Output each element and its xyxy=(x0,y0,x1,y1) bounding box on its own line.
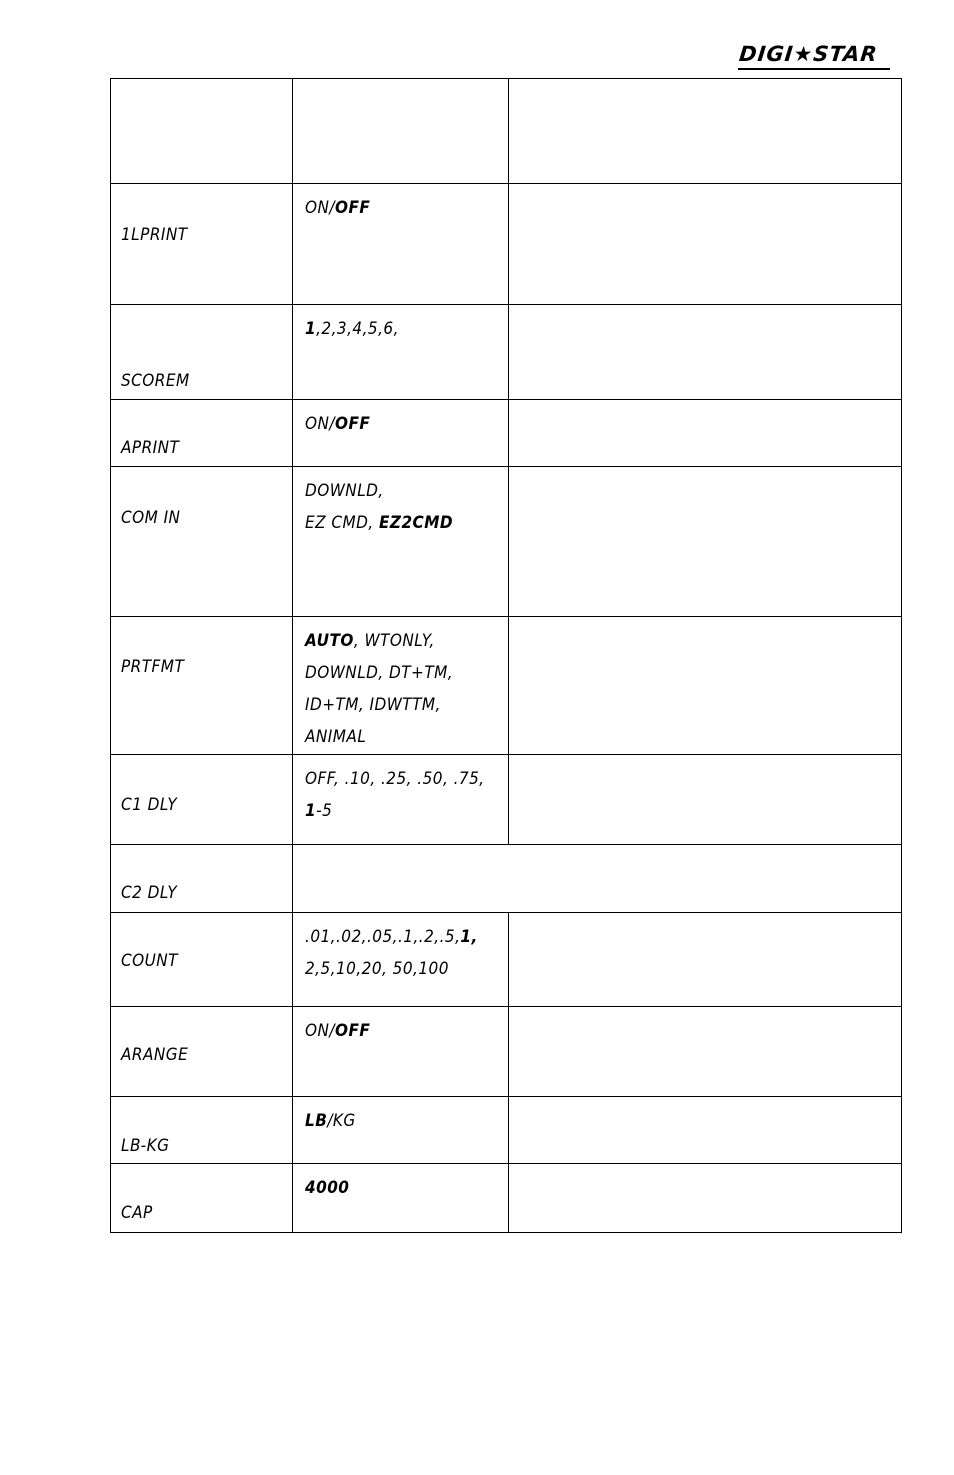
default-option: AUTO xyxy=(305,631,354,651)
setting-options-cell xyxy=(293,400,509,467)
logo-text: DIGI★STAR xyxy=(738,42,879,66)
setting-options-cell xyxy=(293,184,509,305)
options-line xyxy=(305,689,488,721)
default-option: LB xyxy=(305,1111,328,1131)
option-text: DOWNLD, DT+TM, xyxy=(305,663,454,683)
option-text: ON/ xyxy=(305,414,335,434)
settings-table xyxy=(110,78,902,1233)
digistar-logo xyxy=(738,42,890,72)
table-row xyxy=(111,755,902,845)
setting-name: COUNT xyxy=(121,951,178,971)
option-text: DOWNLD, xyxy=(305,481,384,501)
setting-name-cell xyxy=(111,1164,293,1233)
option-text: , WTONLY, xyxy=(353,631,435,651)
setting-options-cell xyxy=(293,467,509,617)
option-text: EZ CMD, xyxy=(305,513,380,533)
description-cell xyxy=(509,467,902,617)
options-line xyxy=(305,408,488,440)
description-cell xyxy=(509,913,902,1007)
options-line xyxy=(305,475,488,507)
default-option: EZ2CMD xyxy=(379,513,454,533)
default-option: 1 xyxy=(305,801,317,821)
description-cell xyxy=(509,79,902,184)
setting-name: C2 DLY xyxy=(121,883,178,903)
setting-name-cell xyxy=(111,1097,293,1164)
option-text: ON/ xyxy=(305,1021,335,1041)
table-row xyxy=(111,184,902,305)
setting-options-cell xyxy=(293,1164,509,1233)
table-row xyxy=(111,845,902,913)
setting-name: C1 DLY xyxy=(121,795,178,815)
options-line xyxy=(305,953,488,985)
description-cell xyxy=(509,400,902,467)
table-row xyxy=(111,305,902,400)
options-line xyxy=(305,921,488,953)
setting-options-cell xyxy=(293,913,509,1007)
options-line xyxy=(305,625,488,657)
setting-name-cell xyxy=(111,79,293,184)
options-line xyxy=(305,1172,488,1204)
options-line xyxy=(305,507,488,539)
setting-options-cell xyxy=(293,305,509,400)
options-line xyxy=(305,192,488,224)
setting-options-cell xyxy=(293,1097,509,1164)
setting-name-cell xyxy=(111,1007,293,1097)
setting-name-cell xyxy=(111,617,293,755)
options-line xyxy=(305,313,488,345)
default-option: 4000 xyxy=(305,1178,350,1198)
setting-name-cell xyxy=(111,913,293,1007)
setting-name-cell xyxy=(111,305,293,400)
option-text: OFF, .10, .25, .50, .75, xyxy=(305,769,485,789)
setting-name-cell xyxy=(111,755,293,845)
setting-name: 1LPRINT xyxy=(121,225,188,245)
default-option: OFF xyxy=(334,414,371,434)
setting-name: LB-KG xyxy=(121,1136,170,1156)
setting-options-cell xyxy=(293,1007,509,1097)
table-row xyxy=(111,913,902,1007)
description-cell xyxy=(509,305,902,400)
default-option: OFF xyxy=(334,1021,371,1041)
option-text: .01,.02,.05,.1,.2,.5, xyxy=(305,927,461,947)
option-text: ANIMAL xyxy=(305,727,367,747)
setting-name: APRINT xyxy=(121,438,180,458)
setting-options-cell xyxy=(293,79,509,184)
option-text: ID+TM, IDWTTM, xyxy=(305,695,441,715)
setting-name: CAP xyxy=(121,1203,153,1223)
description-cell xyxy=(509,184,902,305)
default-option: 1 xyxy=(305,319,317,339)
option-text: ,2,3,4,5,6, xyxy=(316,319,399,339)
description-cell xyxy=(509,755,902,845)
description-cell xyxy=(509,1007,902,1097)
default-option: OFF xyxy=(334,198,371,218)
setting-name: PRTFMT xyxy=(121,657,185,677)
options-line xyxy=(305,657,488,689)
setting-name-cell xyxy=(111,467,293,617)
setting-name-cell xyxy=(111,400,293,467)
table-row xyxy=(111,1164,902,1233)
description-cell xyxy=(509,1097,902,1164)
setting-name: ARANGE xyxy=(121,1045,189,1065)
description-cell xyxy=(509,1164,902,1233)
logo-underline xyxy=(738,68,890,70)
options-line xyxy=(305,795,488,827)
setting-name: SCOREM xyxy=(121,371,190,391)
setting-name: COM IN xyxy=(121,508,181,528)
table-row xyxy=(111,467,902,617)
setting-options-cell xyxy=(293,755,509,845)
option-text: -5 xyxy=(316,801,333,821)
options-line xyxy=(305,763,488,795)
option-text: 2,5,10,20, 50,100 xyxy=(305,959,449,979)
setting-name-cell xyxy=(111,184,293,305)
table-row xyxy=(111,79,902,184)
option-text: /KG xyxy=(327,1111,356,1131)
setting-options-cell xyxy=(293,617,509,755)
table-row xyxy=(111,1097,902,1164)
options-line xyxy=(305,721,488,753)
table-row xyxy=(111,400,902,467)
table-row xyxy=(111,617,902,755)
description-cell xyxy=(509,617,902,755)
default-option: 1, xyxy=(460,927,478,947)
setting-name-cell xyxy=(111,845,293,913)
options-line xyxy=(305,1015,488,1047)
option-text: ON/ xyxy=(305,198,335,218)
options-line xyxy=(305,1105,488,1137)
merged-cell xyxy=(293,845,902,913)
table-row xyxy=(111,1007,902,1097)
